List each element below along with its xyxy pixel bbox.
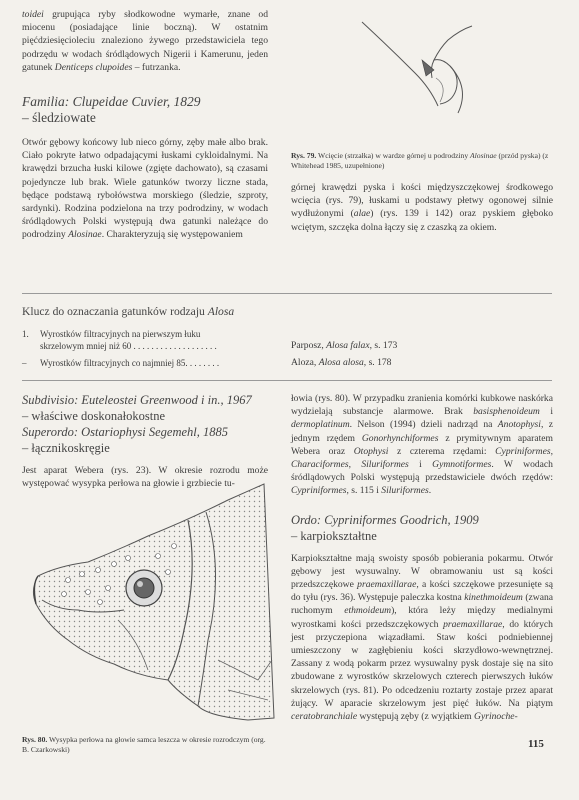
figure-79-drawing [360, 18, 490, 118]
key-title: Klucz do oznaczania gatunków rodzaju Alosa [22, 305, 235, 318]
text-run: – futrzanka. [132, 61, 181, 73]
divider-top [22, 293, 552, 294]
superordo-heading: Superordo: Ostariophysi Segemehl, 1885 [22, 425, 228, 439]
text-run: Otwór gębowy końcowy lub nieco górny, zęby małe albo brak. Ciało pokryte łatwo odpadającymi łuskami cykloidalnymi. Na krawędzi brzucha łuski kilowe (zgięte dachowato), są czasami pojedyncze lub brak. Wiele gatunków tworzy liczne stada, będące podstawą rybołówstwa morskiego (śledzie, szproty, sardynki). Rodzina podzielona na trzy podrodziny, w wodach śródlądowych Polski występują dwa gatunki należące do podrodziny [22, 137, 268, 241]
webera-paragraph: Jest aparat Webera (rys. 23). W okresie rozrodu może występować wysypka perłowa na głowie i grzbiecie tu- [22, 465, 268, 490]
ordo-paragraph: Karpiokształtne mają swoisty sposób pobierania pokarmu. Otwór gębowy jest wysuwalny. W obramowaniu ust są kości przedszczękowe praemaxillarae, a kości szczękowe przesunięte są do tyłu (rys. 36). Występuje paleczka kostna kinethmoideum (zwana ruchomym ethmoideum), która leży między medialnymi wyrostkami kości przedszczękowych praemaxillarae, do których jest przyczepiona wiązadłami. Staw kości podniebiennej umieszczony w zagłębieniu kości skrzydłowo-wewnętrznej. Zassany z wodą pokarm przez wysuwalny pysk dostaje się na sito zbudowane z wyrostków skrzelowych czterech pierwszych łuków skrzelowych (rys. 81). Po odcedzeniu roztarty zostaje przez aparat żujący. W aparacie skrzelowym jest pięć łuków. Na piątym ceratobranchiale występują zęby (z wyjątkiem Gyrinoche- [291, 552, 554, 723]
figure-80-caption-block [22, 735, 268, 755]
divider-bottom [22, 380, 552, 381]
ordo-subheading: – karpiokształtne [291, 528, 377, 543]
key-row-1: 1. Wyrostków filtracyjnych na pierwszym łuku skrzelowym mniej niż 60 . . . . . . . . . . . . . . . . . . . [22, 329, 217, 351]
left-column-top [22, 8, 268, 242]
family-heading: Familia: Clupeidae Cuvier, 1829 [22, 94, 201, 110]
right-column-top [291, 151, 553, 234]
intro-paragraph [22, 8, 268, 74]
text-run: grupująca ryby słodkowodne wymarłe, znane od miocenu (posiadające linie boczną). W ostatnim pięćdziesięcioleciu znaleziono żywego przedstawiciela tego podrzędu w wodach śródlądowych Nigerii i Kamerunu, jeden gatunek [22, 9, 268, 73]
figure-80-caption: Rys. 80. Wysypka perłowa na głowie samca leszcza w okresie rozrodczym (org. B. Czarkowski) [22, 735, 266, 754]
family-subheading: – śledziowate [22, 110, 96, 126]
key-row-2: – Wyrostków filtracyjnych co najmniej 85. . . . . . . . [22, 358, 220, 368]
figure-79-caption: Rys. 79. Wcięcie (strzałka) w wardze górnej u podrodziny Alosinae (przód pyska) (z Whitehead 1985, uzupełnione) [291, 151, 549, 170]
text-italic: toidei [22, 9, 44, 20]
text-italic: Alosinae [68, 229, 102, 241]
continuation-paragraph: górnej krawędzi pyska i kości międzyszczękowej środkowego wcięcia (rys. 79), łuskami u podstawy płetwy ogonowej silnie wydłużonymi (alae) (rys. 139 i 142) oraz pyskiem głęboko wciętym, szczęka dolna łączy się z czaszką za okiem. [291, 182, 553, 233]
text-run: . Charakteryzują się występowaniem [101, 229, 243, 241]
ordo-heading: Ordo: Cypriniformes Goodrich, 1909 [291, 512, 479, 527]
family-paragraph [22, 136, 268, 242]
left-column-bottom [22, 392, 268, 490]
figure-80-drawing [28, 480, 280, 730]
page-number: 115 [528, 738, 544, 750]
superordo-sub: – łącznikoskręgie [22, 441, 110, 455]
webera-continuation: łowia (rys. 80). W przypadku zranienia komórki kubkowe naskórka wydzielają substancje alarmowe. Brak basisphenoideum i dermoplatinum. Nelson (1994) dzieli nadrząd na Anotophysi, z jednym rzędem Gonorhynchiformes z prymitywnym aparatem Webera oraz Otophysi z czterema rzędami: Cypriniformes, Characiformes, Siluriformes i Gymnotiformes. W wodach śródlądowych Polski występują przedstawiciele dwóch rzędów: Cypriniformes, s. 115 i Siluriformes. [291, 393, 553, 497]
subdivisio-sub: – właściwe doskonałokostne [22, 409, 166, 423]
right-column-bottom [291, 392, 553, 723]
key-result-1: Parposz, Alosa falax, s. 173 [291, 340, 398, 351]
text-italic: Denticeps clupoides [54, 61, 133, 73]
key-result-2: Aloza, Alosa alosa, s. 178 [291, 357, 392, 368]
subdivisio-heading: Subdivisio: Euteleostei Greenwood i in., 1967 [22, 393, 252, 407]
